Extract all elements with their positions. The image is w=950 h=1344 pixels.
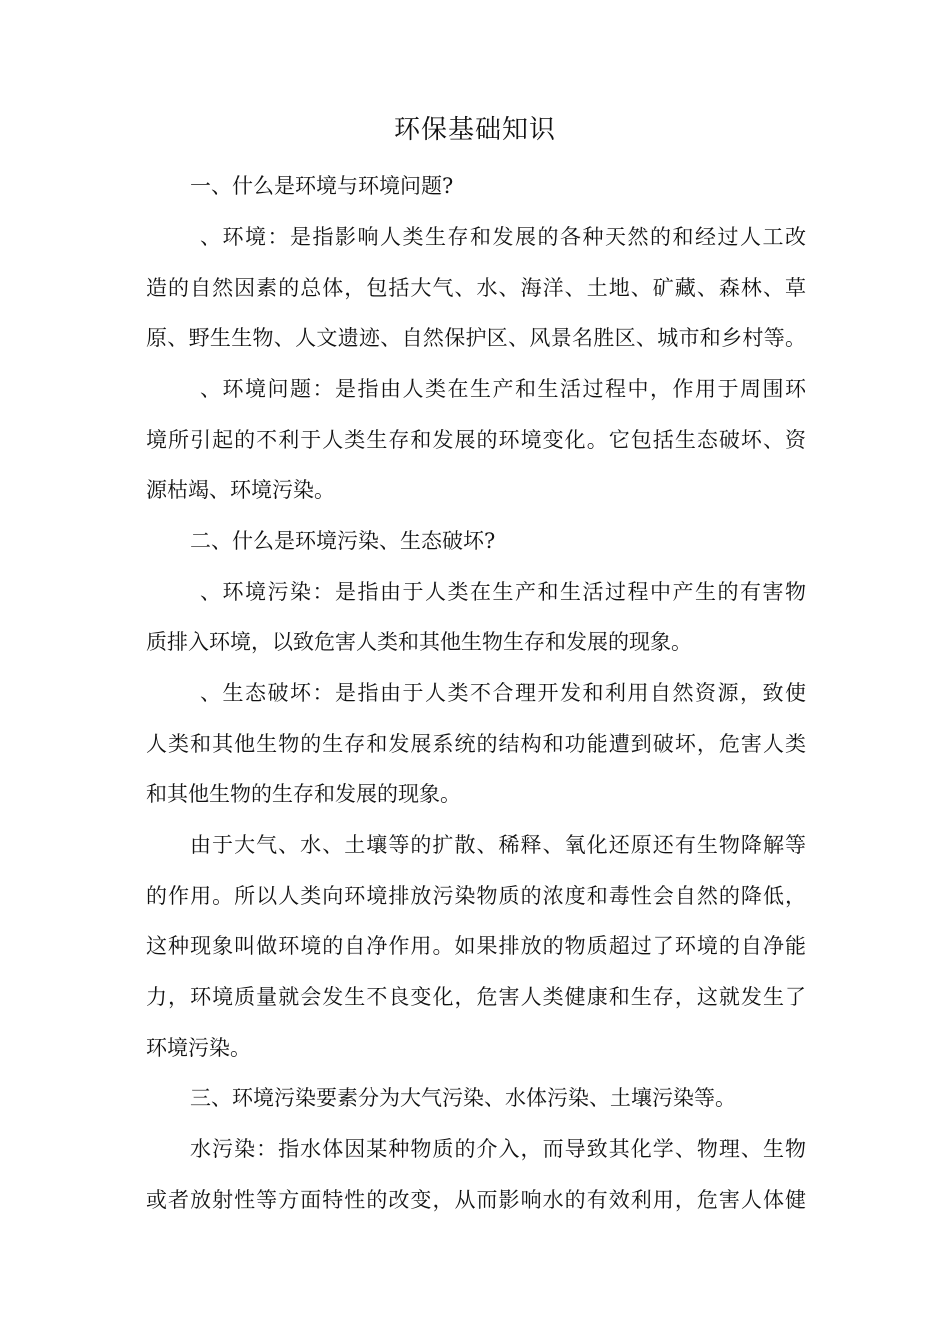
- section-heading-2: 二、什么是环境污染、生态破坏?: [190, 529, 496, 553]
- paragraph-line: 、生态破坏：是指由于人类不合理开发和利用自然资源，致使: [200, 681, 806, 705]
- paragraph-line: 力，环境质量就会发生不良变化，危害人类健康和生存，这就发生了: [146, 985, 806, 1009]
- section-heading-1: 一、什么是环境与环境问题?: [190, 174, 454, 198]
- paragraph-line: 、环境污染：是指由于人类在生产和生活过程中产生的有害物: [200, 580, 806, 604]
- paragraph-line: 的作用。所以人类向环境排放污染物质的浓度和毒性会自然的降低，: [146, 884, 806, 908]
- paragraph-line: 人类和其他生物的生存和发展系统的结构和功能遭到破坏，危害人类: [146, 732, 806, 756]
- document-title: 环保基础知识: [393, 115, 556, 145]
- paragraph-line: 这种现象叫做环境的自净作用。如果排放的物质超过了环境的自净能: [146, 934, 806, 958]
- section-heading-3: 三、环境污染要素分为大气污染、水体污染、土壤污染等。: [190, 1086, 736, 1110]
- paragraph-line: 水污染：指水体因某种物质的介入，而导致其化学、物理、生物: [190, 1137, 806, 1161]
- paragraph-line: 、环境：是指影响人类生存和发展的各种天然的和经过人工改: [200, 225, 806, 249]
- paragraph-line: 和其他生物的生存和发展的现象。: [146, 782, 461, 806]
- paragraph-line: 由于大气、水、土壤等的扩散、稀释、氧化还原还有生物降解等: [190, 833, 806, 857]
- paragraph-line: 源枯竭、环境污染。: [146, 478, 335, 502]
- paragraph-line: 质排入环境，以致危害人类和其他生物生存和发展的现象。: [146, 630, 692, 654]
- paragraph-line: 、环境问题：是指由人类在生产和生活过程中，作用于周围环: [200, 377, 806, 401]
- paragraph-line: 原、野生生物、人文遗迹、自然保护区、风景名胜区、城市和乡村等。: [146, 326, 806, 350]
- paragraph-line: 造的自然因素的总体，包括大气、水、海洋、土地、矿藏、森林、草: [146, 276, 806, 300]
- paragraph-line: 或者放射性等方面特性的改变，从而影响水的有效利用，危害人体健: [146, 1188, 806, 1212]
- paragraph-line: 环境污染。: [146, 1036, 251, 1060]
- paragraph-line: 境所引起的不利于人类生存和发展的环境变化。它包括生态破坏、资: [146, 428, 806, 452]
